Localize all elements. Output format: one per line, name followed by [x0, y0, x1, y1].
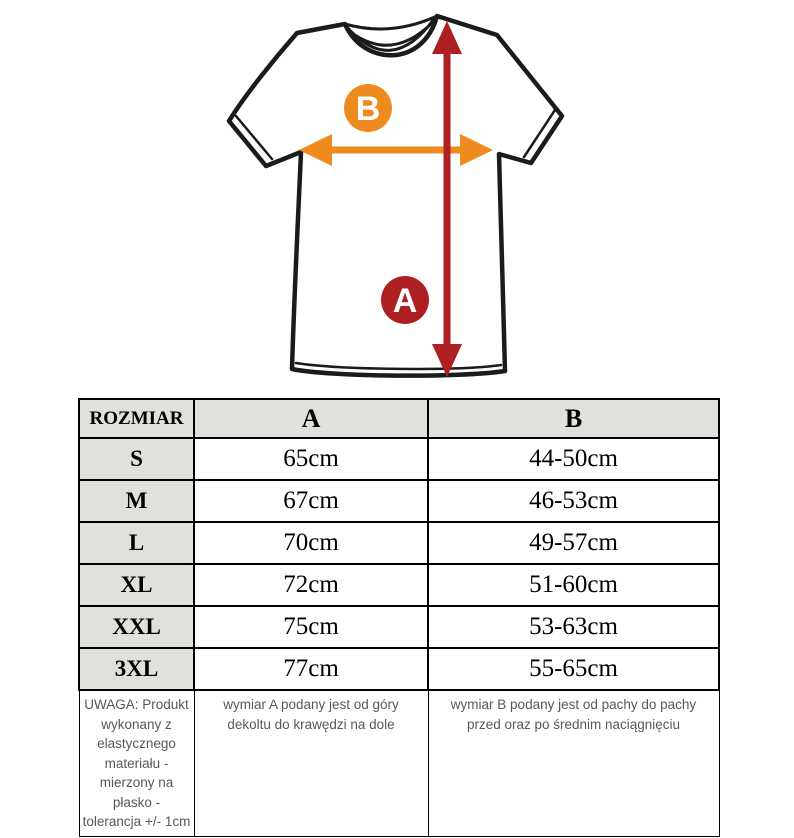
measure-b: 51-60cm	[428, 564, 719, 606]
measure-a: 75cm	[194, 606, 428, 648]
size-label: S	[79, 438, 194, 480]
tshirt-diagram	[215, 5, 585, 390]
table-row	[79, 648, 719, 690]
measure-b: 46-53cm	[428, 480, 719, 522]
header-a: A	[194, 399, 428, 438]
measure-a: 70cm	[194, 522, 428, 564]
header-rozmiar: ROZMIAR	[79, 399, 194, 438]
measure-a: 67cm	[194, 480, 428, 522]
table-row	[79, 480, 719, 522]
label-a-text: A	[392, 282, 418, 320]
note-measure-b: wymiar B podany jest od pachy do pachy przed oraz po średnim naciągnięciu	[428, 690, 719, 836]
note-material: UWAGA: Produkt wykonany z elastycznego materiału - mierzony na płasko - tolerancja +/- 1cm	[79, 690, 194, 836]
size-table	[78, 398, 720, 837]
measure-a: 77cm	[194, 648, 428, 690]
size-label: M	[79, 480, 194, 522]
label-b-text: B	[355, 90, 381, 128]
measure-b: 55-65cm	[428, 648, 719, 690]
table-row	[79, 438, 719, 480]
table-row	[79, 522, 719, 564]
table-header-row	[79, 399, 719, 438]
table-row	[79, 564, 719, 606]
measure-a: 72cm	[194, 564, 428, 606]
size-label: XL	[79, 564, 194, 606]
tshirt-graphic	[215, 5, 585, 390]
size-label: 3XL	[79, 648, 194, 690]
note-measure-a: wymiar A podany jest od góry dekoltu do krawędzi na dole	[194, 690, 428, 836]
header-b: B	[428, 399, 719, 438]
measure-b: 44-50cm	[428, 438, 719, 480]
size-label: L	[79, 522, 194, 564]
size-label: XXL	[79, 606, 194, 648]
table-notes-row	[79, 690, 719, 836]
measure-b: 49-57cm	[428, 522, 719, 564]
table-row	[79, 606, 719, 648]
measure-a: 65cm	[194, 438, 428, 480]
measure-b: 53-63cm	[428, 606, 719, 648]
